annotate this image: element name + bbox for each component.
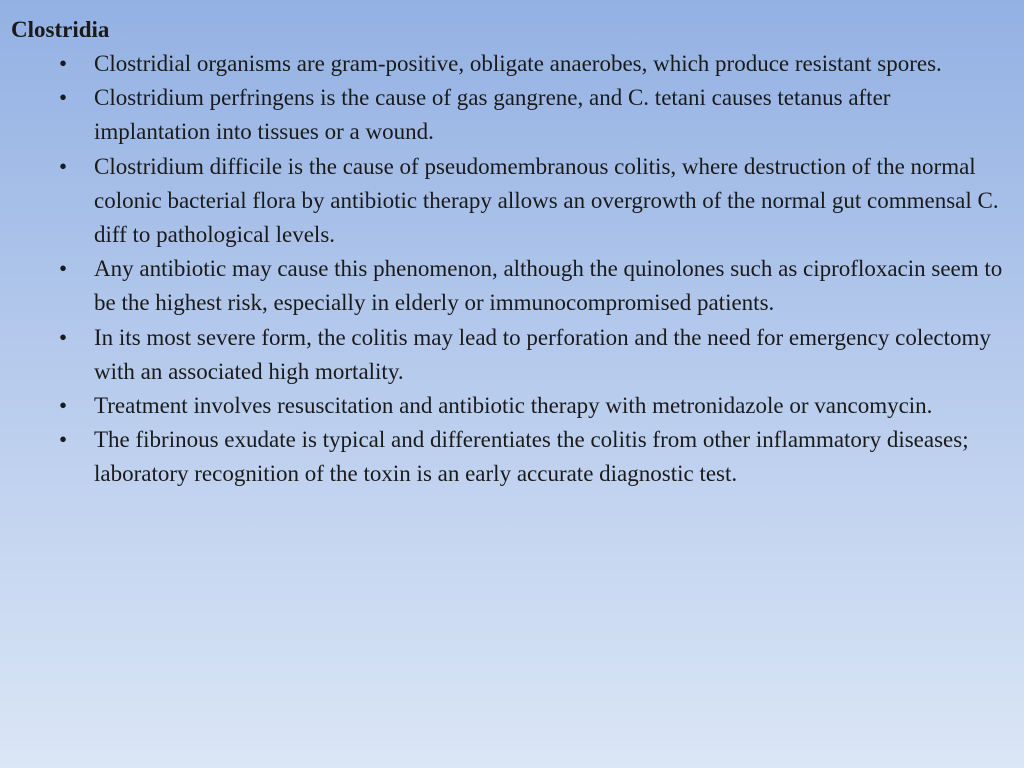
bullet-text: Clostridium perfringens is the cause of gas gangrene, and C. tetani causes tetanus after implantation into tissues or a wound.: [94, 85, 891, 145]
bullet-list: [55, 47, 1005, 492]
bullet-dot-icon: •: [59, 153, 68, 179]
bullet-text: Clostridium difficile is the cause of pseudomembranous colitis, where destruction of the normal colonic bacterial flora by antibiotic therapy allows an overgrowth of the normal gut commensal C. diff to pathological levels.: [94, 153, 999, 248]
bullet-dot-icon: •: [59, 393, 68, 419]
bullet-text: Clostridial organisms are gram-positive, obligate anaerobes, which produce resistant spores.: [94, 51, 942, 76]
bullet-text: The fibrinous exudate is typical and differentiates the colitis from other inflammatory diseases; laboratory recognition of the toxin is an early accurate diagnostic test.: [94, 427, 969, 487]
bullet-item: [55, 81, 1005, 149]
bullet-item: [55, 47, 1005, 81]
bullet-item: [55, 423, 1005, 491]
bullet-text: Any antibiotic may cause this phenomenon, although the quinolones such as ciprofloxacin seem to be the highest risk, especially in elderly or immunocompromised patients.: [94, 256, 1003, 316]
bullet-text: In its most severe form, the colitis may lead to perforation and the need for emergency colectomy with an associated high mortality.: [94, 324, 991, 384]
bullet-text: Treatment involves resuscitation and antibiotic therapy with metronidazole or vancomycin.: [94, 393, 933, 419]
bullet-item: [55, 321, 1005, 389]
bullet-item: [55, 252, 1005, 320]
slide-title: Clostridia: [11, 17, 110, 42]
bullet-item: [55, 150, 1005, 253]
bullet-item: [55, 389, 1005, 423]
bullet-dot-icon: •: [59, 85, 68, 111]
bullet-dot-icon: •: [59, 427, 68, 453]
bullet-dot-icon: •: [59, 51, 68, 76]
bullet-dot-icon: •: [59, 324, 68, 350]
bullet-dot-icon: •: [59, 256, 68, 282]
